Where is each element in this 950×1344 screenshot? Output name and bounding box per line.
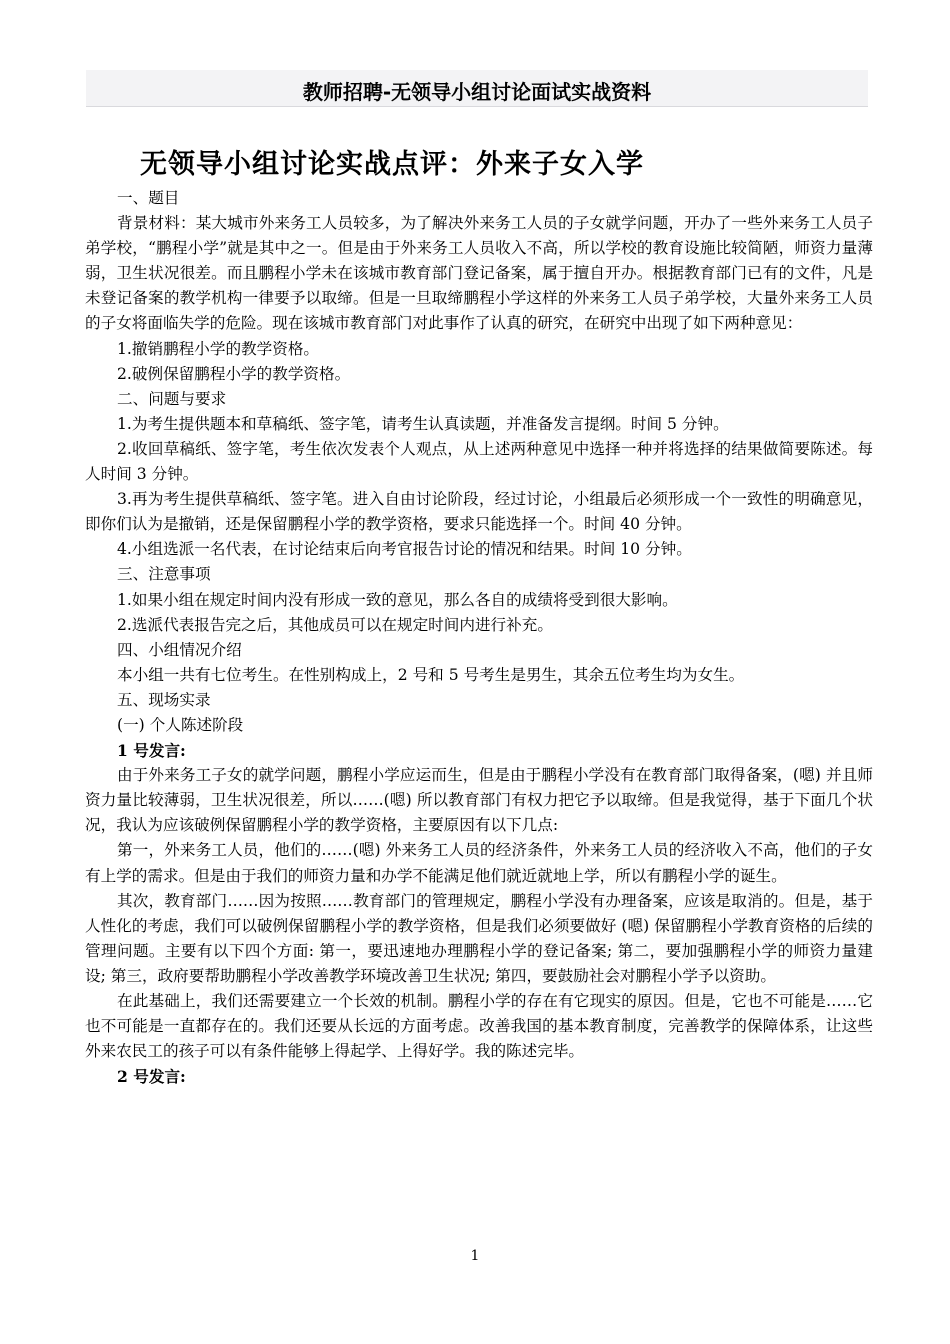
- list-item: 2.破例保留鹏程小学的教学资格。: [117, 364, 351, 383]
- paragraph: 在此基础上，我们还需要建立一个长效的机制。鹏程小学的存在有它现实的原因。但是，它也不可能是……它也不可能是一直都存在的。我们还要从长远的方面考虑。改善我国的基本教育制度，完善教学的保障体系，让这些外来农民工的孩子可以有条件能够上得起学、上得好学。我的陈述完毕。: [85, 992, 873, 1061]
- list-item: 1.撤销鹏程小学的教学资格。: [117, 339, 320, 358]
- paragraph: 第一，外来务工人员，他们的……(嗯) 外来务工人员的经济条件，外来务工人员的经济收入不高，他们的子女有上学的需求。但是由于我们的师资力量和办学不能满足他们就近就地上学，所以有鹏程小学的诞生。: [85, 841, 873, 885]
- list-item: 3.再为考生提供草稿纸、签字笔。进入自由讨论阶段，经过讨论，小组最后必须形成一个一致性的明确意见，即你们认为是撤销，还是保留鹏程小学的教学资格，要求只能选择一个。时间 40 分钟。: [85, 490, 873, 534]
- section-heading: 四、小组情况介绍: [117, 640, 242, 659]
- section-heading: 二、问题与要求: [117, 389, 227, 408]
- page-number: 1: [470, 1248, 480, 1264]
- page-header: [86, 70, 868, 107]
- speaker-label: 2 号发言:: [117, 1067, 186, 1087]
- list-item: 2.选派代表报告完之后，其他成员可以在规定时间内进行补充。: [117, 615, 553, 634]
- paragraph: 由于外来务工子女的就学问题，鹏程小学应运而生，但是由于鹏程小学没有在教育部门取得备案，(嗯) 并且师资力量比较薄弱，卫生状况很差，所以……(嗯) 所以教育部门有权力把它予以取缔。但是我觉得，基于下面几个状况，我认为应该破例保留鹏程小学的教学资格，主要原因有以下几点:: [85, 766, 873, 835]
- list-item: 2.收回草稿纸、签字笔，考生依次发表个人观点，从上述两种意见中选择一种并将选择的结果做简要陈述。每人时间 3 分钟。: [85, 439, 873, 484]
- speaker-label: 1 号发言:: [117, 741, 186, 761]
- section-heading: 五、现场实录: [117, 690, 211, 709]
- paragraph: 本小组一共有七位考生。在性别构成上，2 号和 5 号考生是男生，其余五位考生均为女生。: [117, 665, 745, 684]
- subsection-heading: (一) 个人陈述阶段: [117, 715, 244, 734]
- header-title: 教师招聘-无领导小组讨论面试实战资料: [302, 80, 652, 104]
- list-item: 4.小组选派一名代表，在讨论结束后向考官报告讨论的情况和结果。时间 10 分钟。: [117, 540, 692, 559]
- paragraph: 其次，教育部门……因为按照……教育部门的管理规定，鹏程小学没有办理备案，应该是取消的。但是，基于人性化的考虑，我们可以破例保留鹏程小学的教学资格，但是我们必须要做好 (嗯) 保留鹏程小学教育资格的后续的管理问题。主要有以下四个方面: 第一，要迅速地办理鹏程小学的登记备案; 第二，要加强鹏程小学的师资力量建设; 第三，政府要帮助鹏程小学改善教学环境改善卫生状况; 第四，要鼓励社会对鹏程小学予以资助。: [85, 891, 873, 985]
- document-body: [85, 186, 873, 1089]
- list-item: 1.如果小组在规定时间内没有形成一致的意见，那么各自的成绩将受到很大影响。: [117, 590, 678, 609]
- paragraph: 背景材料：某大城市外来务工人员较多，为了解决外来务工人员的子女就学问题，开办了一些外来务工人员子弟学校，“鹏程小学”就是其中之一。但是由于外来务工人员收入不高，所以学校的教育设施比较简陋，师资力量薄弱，卫生状况很差。而且鹏程小学未在该城市教育部门登记备案，属于擅自开办。根据教育部门已有的文件，凡是未登记备案的教学机构一律要予以取缔。但是一旦取缔鹏程小学这样的外来务工人员子弟学校，大量外来务工人员的子女将面临失学的危险。现在该城市教育部门对此事作了认真的研究，在研究中出现了如下两种意见：: [85, 214, 873, 333]
- section-heading: 一、题目: [117, 189, 180, 207]
- document-title: 无领导小组讨论实战点评：外来子女入学: [140, 149, 644, 180]
- section-heading: 三、注意事项: [117, 565, 211, 584]
- list-item: 1.为考生提供题本和草稿纸、签字笔，请考生认真读题，并准备发言提纲。时间 5 分钟。: [117, 414, 729, 433]
